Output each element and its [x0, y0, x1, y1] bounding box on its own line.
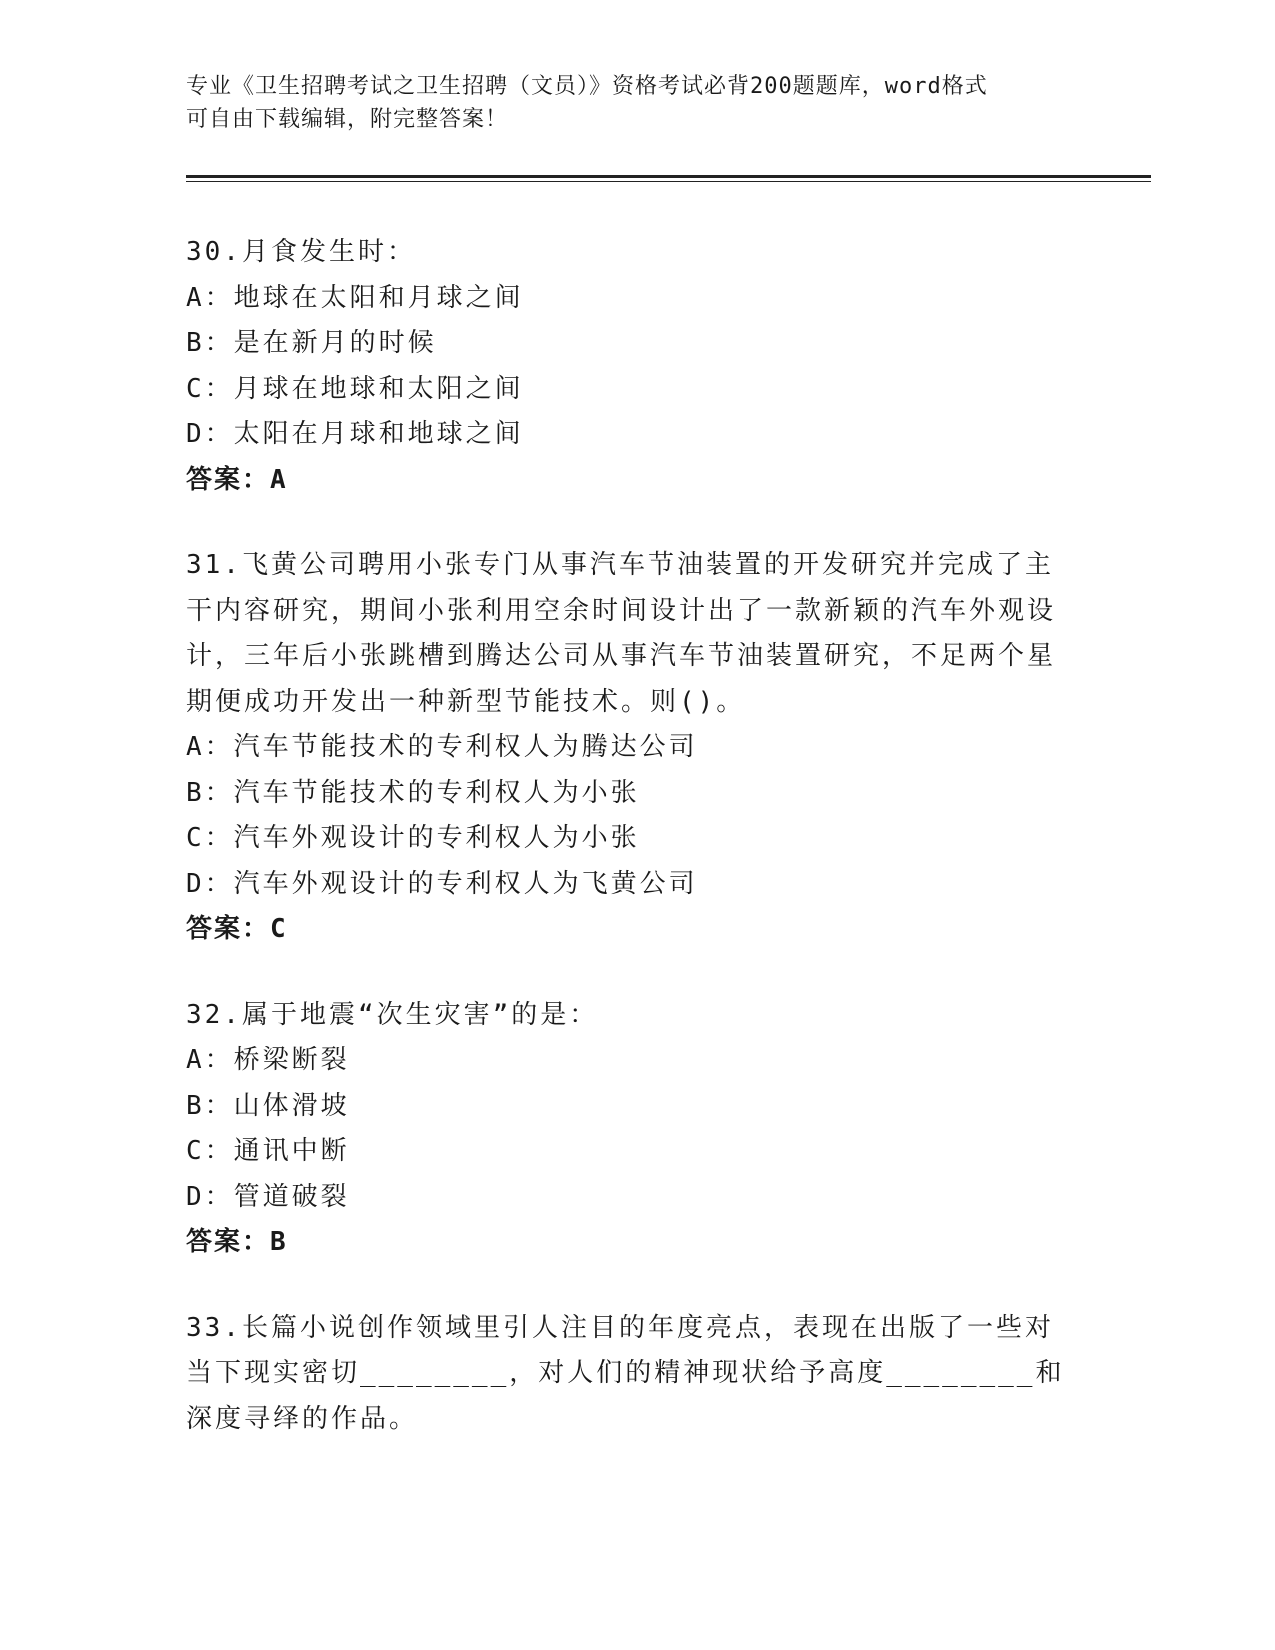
question-stem: 30.月食发生时： — [186, 237, 416, 267]
question-30 — [186, 230, 1076, 503]
question-stem: 32.属于地震“次生灾害”的是： — [186, 999, 599, 1030]
option-c: C：月球在地球和太阳之间 — [186, 373, 524, 404]
answer: 答案：A — [186, 464, 288, 495]
option-a: A：地球在太阳和月球之间 — [186, 282, 524, 313]
question-stem: 33.长篇小说创作领域里引人注目的年度亮点，表现在出版了一些对当下现实密切________，对人们的精神现状给予高度________和深度寻绎的作品。 — [186, 1312, 1065, 1434]
header-rule-thin — [186, 181, 1151, 182]
option-c: C：汽车外观设计的专利权人为小张 — [186, 823, 640, 853]
option-d: D：太阳在月球和地球之间 — [186, 419, 524, 449]
question-stem: 31.飞黄公司聘用小张专门从事汽车节油装置的开发研究并完成了主干内容研究，期间小张利用空余时间设计出了一款新颖的汽车外观设计，三年后小张跳槽到腾达公司从事汽车节油装置研究，不足两个星期便成功开发出一种新型节能技术。则()。 — [186, 550, 1057, 717]
question-32 — [186, 993, 1076, 1266]
document-header — [186, 70, 1076, 136]
header-rule-thick — [186, 175, 1151, 178]
option-b: B：是在新月的时候 — [186, 328, 437, 358]
header-line-1: 专业《卫生招聘考试之卫生招聘（文员）》资格考试必背200题题库，word格式 — [186, 74, 988, 99]
option-d: D：管道破裂 — [186, 1181, 350, 1212]
question-33 — [186, 1306, 1076, 1443]
option-c: C：通讯中断 — [186, 1136, 350, 1166]
answer: 答案：C — [186, 914, 288, 944]
option-a: A：汽车节能技术的专利权人为腾达公司 — [186, 732, 698, 762]
option-b: B：汽车节能技术的专利权人为小张 — [186, 777, 640, 808]
answer: 答案：B — [186, 1227, 288, 1257]
option-d: D：汽车外观设计的专利权人为飞黄公司 — [186, 868, 698, 899]
option-a: A：桥梁断裂 — [186, 1045, 350, 1075]
option-b: B：山体滑坡 — [186, 1090, 350, 1121]
question-list — [186, 230, 1076, 1482]
header-line-2: 可自由下载编辑，附完整答案！ — [186, 107, 509, 132]
question-31 — [186, 543, 1076, 953]
